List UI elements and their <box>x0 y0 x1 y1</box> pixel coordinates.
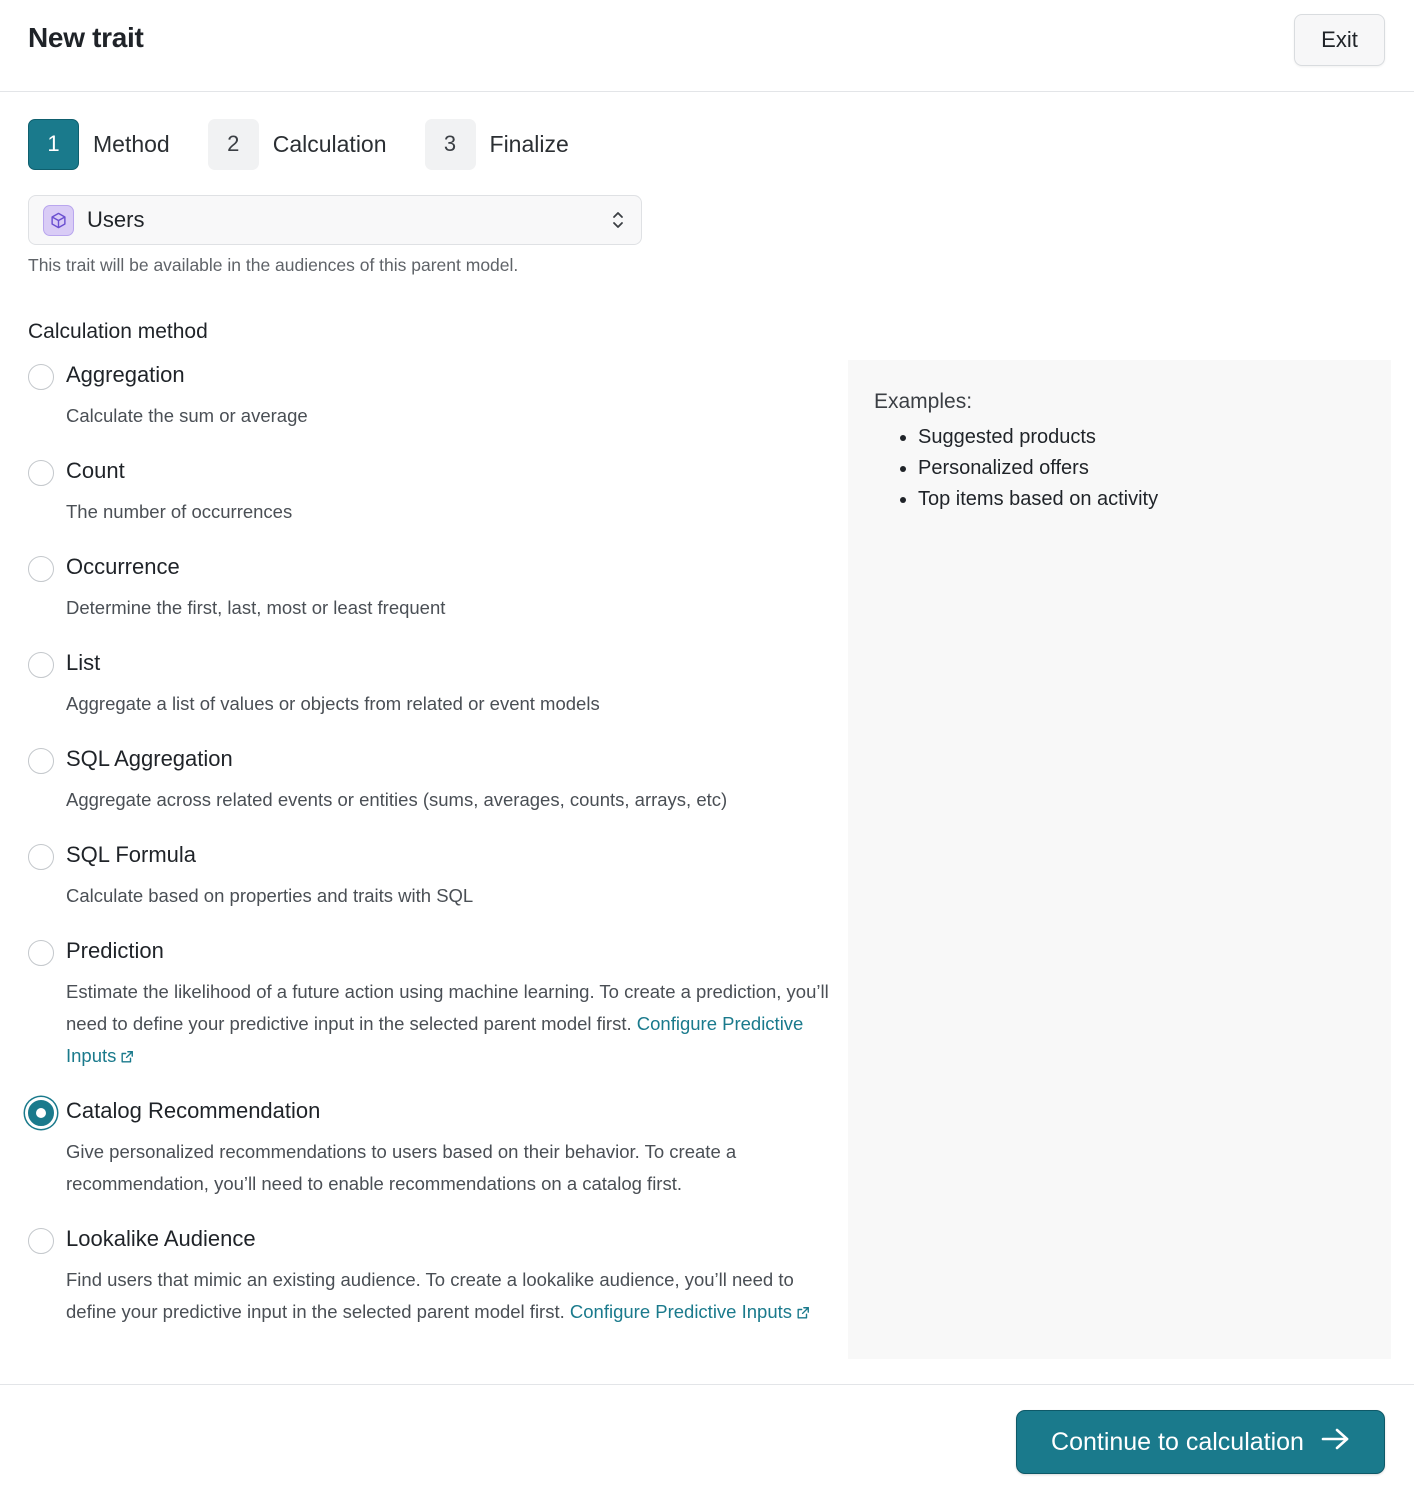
examples-list <box>918 422 1158 515</box>
example-item: • Top items based on activity <box>918 484 1158 515</box>
example-item: • Suggested products <box>918 422 1158 453</box>
option-description <box>66 1264 836 1330</box>
option-title: Lookalike Audience <box>66 1226 256 1251</box>
option-description: Calculate based on properties and traits with SQL <box>66 885 474 906</box>
configure-predictive-inputs-link[interactable]: Configure Predictive Inputs <box>66 1013 803 1066</box>
option-title: List <box>66 650 101 675</box>
option-title: Count <box>66 458 125 483</box>
examples-panel <box>848 360 1391 1359</box>
option-description-text: Estimate the likelihood of a future action using machine learning. To create a prediction, you’ll need to define your predictive input in the selected parent model first. <box>66 981 829 1034</box>
external-link-icon <box>796 1298 810 1330</box>
radio-button[interactable] <box>28 556 54 582</box>
step-method[interactable] <box>28 119 170 170</box>
chevron-up-down-icon <box>611 210 625 235</box>
step-finalize[interactable] <box>425 119 569 170</box>
exit-button[interactable]: Exit <box>1294 14 1385 66</box>
page-header <box>0 0 1414 92</box>
option-description: Aggregate across related events or entities (sums, averages, counts, arrays, etc) <box>66 789 728 810</box>
radio-button[interactable] <box>28 460 54 486</box>
stepper <box>28 118 607 170</box>
cube-icon <box>43 205 74 236</box>
examples-title: Examples: <box>874 390 973 413</box>
calculation-method-label: Calculation method <box>28 320 208 343</box>
option-description <box>66 976 836 1074</box>
option-title: Aggregation <box>66 362 185 387</box>
option-title: SQL Aggregation <box>66 746 233 771</box>
option-title: SQL Formula <box>66 842 197 867</box>
option-description: Determine the first, last, most or least frequent <box>66 597 446 618</box>
parent-model-helper: This trait will be available in the audiences of this parent model. <box>28 255 519 275</box>
page-footer <box>0 1384 1414 1486</box>
step-number: 2 <box>208 119 259 170</box>
step-label: Calculation <box>272 130 387 157</box>
parent-model-select[interactable] <box>28 195 642 245</box>
option-description: Give personalized recommendations to users based on their behavior. To create a recommendation, you’ll need to enable recommendations on a catalog first. <box>66 1141 737 1194</box>
radio-button[interactable] <box>28 652 54 678</box>
step-label: Method <box>93 130 170 157</box>
option-description: Calculate the sum or average <box>66 405 308 426</box>
example-item: • Personalized offers <box>918 453 1158 484</box>
radio-button[interactable] <box>28 364 54 390</box>
configure-predictive-inputs-link[interactable]: Configure Predictive Inputs <box>570 1301 810 1322</box>
option-description: Aggregate a list of values or objects from related or event models <box>66 693 600 714</box>
radio-button[interactable] <box>28 748 54 774</box>
option-title: Catalog Recommendation <box>66 1098 321 1123</box>
continue-button-label: Continue to calculation <box>1051 1427 1304 1456</box>
step-label: Finalize <box>489 130 569 157</box>
step-number: 1 <box>28 119 79 170</box>
step-calculation[interactable] <box>208 119 387 170</box>
option-title: Prediction <box>66 938 164 963</box>
radio-button[interactable] <box>28 940 54 966</box>
radio-button-selected[interactable] <box>28 1100 54 1126</box>
radio-button[interactable] <box>28 1228 54 1254</box>
option-title: Occurrence <box>66 554 180 579</box>
page-title: New trait <box>28 22 144 53</box>
external-link-icon <box>120 1042 134 1074</box>
option-description: The number of occurrences <box>66 501 293 522</box>
radio-button[interactable] <box>28 844 54 870</box>
parent-model-value: Users <box>87 207 145 232</box>
option-description-text: Find users that mimic an existing audience. To create a lookalike audience, you’ll need to define your predictive input in the selected parent model first. <box>66 1269 794 1322</box>
arrow-right-icon <box>1320 1427 1350 1458</box>
continue-button[interactable] <box>1016 1410 1385 1474</box>
step-number: 3 <box>425 119 476 170</box>
